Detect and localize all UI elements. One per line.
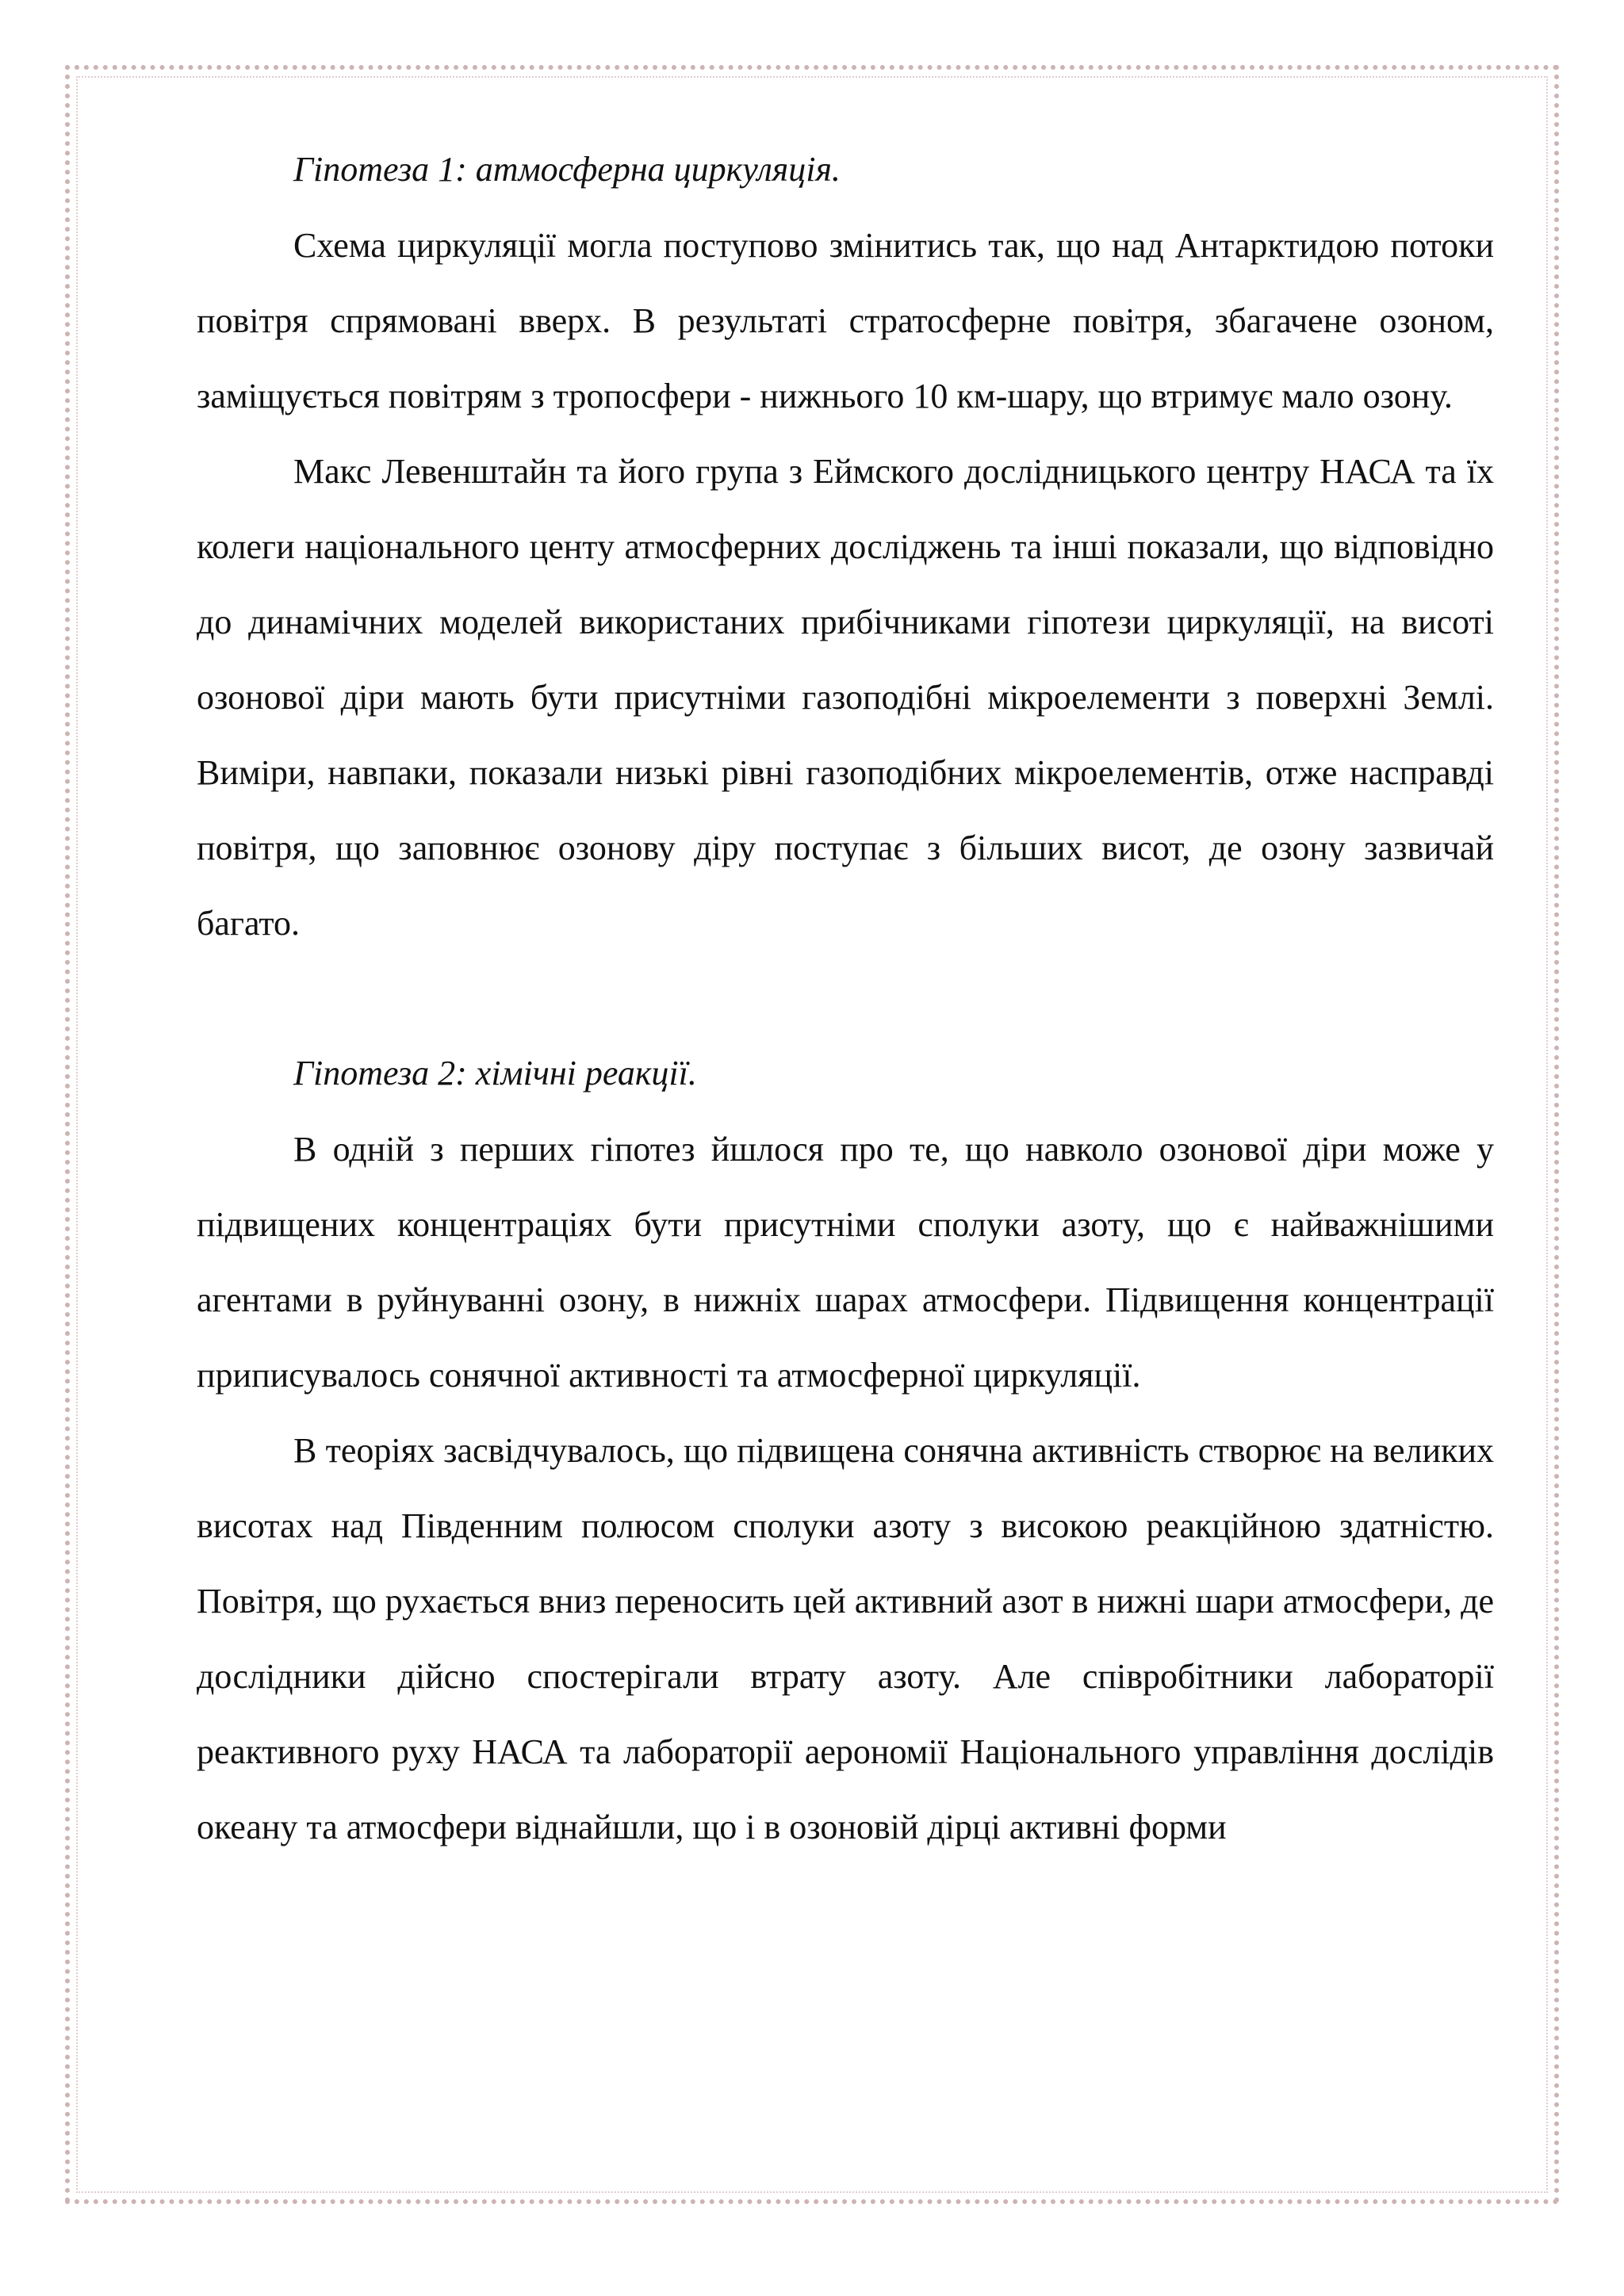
paragraph: В одній з перших гіпотез йшлося про те, що навколо озонової діри може у підвищених концентраціях бути присутніми сполуки азоту, що є найважнішими агентами в руйнуванні озону, в нижніх шарах атмосфери. Підвищення концентрації приписувалось сонячної активності та атмосферної циркуляції. xyxy=(197,1130,1494,1395)
document-body xyxy=(197,132,1494,1865)
section-heading: Гіпотеза 1: атмосферна циркуляція. xyxy=(293,150,841,189)
paragraph: Схема циркуляції могла поступово змінитись так, що над Антарктидою потоки повітря спрямовані вверх. В результаті стратосферне повітря, збагачене озоном, заміщується повітрям з тропосфери - нижнього 10 км-шару, що втримує мало озону. xyxy=(197,226,1494,415)
section-heading: Гіпотеза 2: хімічні реакції. xyxy=(293,1054,697,1093)
paragraph: В теоріях засвідчувалось, що підвищена сонячна активність створює на великих висотах над Південним полюсом сполуки азоту з високою реакційною здатністю. Повітря, що рухається вниз переносить цей активний азот в нижні шари атмосфери, де дослідники дійсно спостерігали втрату азоту. Але співробітники лабораторії реактивного руху НАСА та лабораторії аерономії Національного управління дослідів океану та атмосфери віднайшли, що і в озоновій дірці активні форми xyxy=(197,1431,1494,1846)
section-hypothesis-2 xyxy=(197,1035,1494,1865)
section-spacer xyxy=(197,961,1494,1035)
section-hypothesis-1 xyxy=(197,132,1494,961)
paragraph: Макс Левенштайн та його група з Еймского дослідницького центру НАСА та їх колеги національного центу атмосферних досліджень та інші показали, що відповідно до динамічних моделей використаних прибічниками гіпотези циркуляції, на висоті озонової діри мають бути присутніми газоподібні мікроелементи з поверхні Землі. Виміри, навпаки, показали низькі рівні газоподібних мікроелементів, отже насправді повітря, що заповнює озонову діру поступає з більших висот, де озону зазвичай багато. xyxy=(197,452,1494,943)
